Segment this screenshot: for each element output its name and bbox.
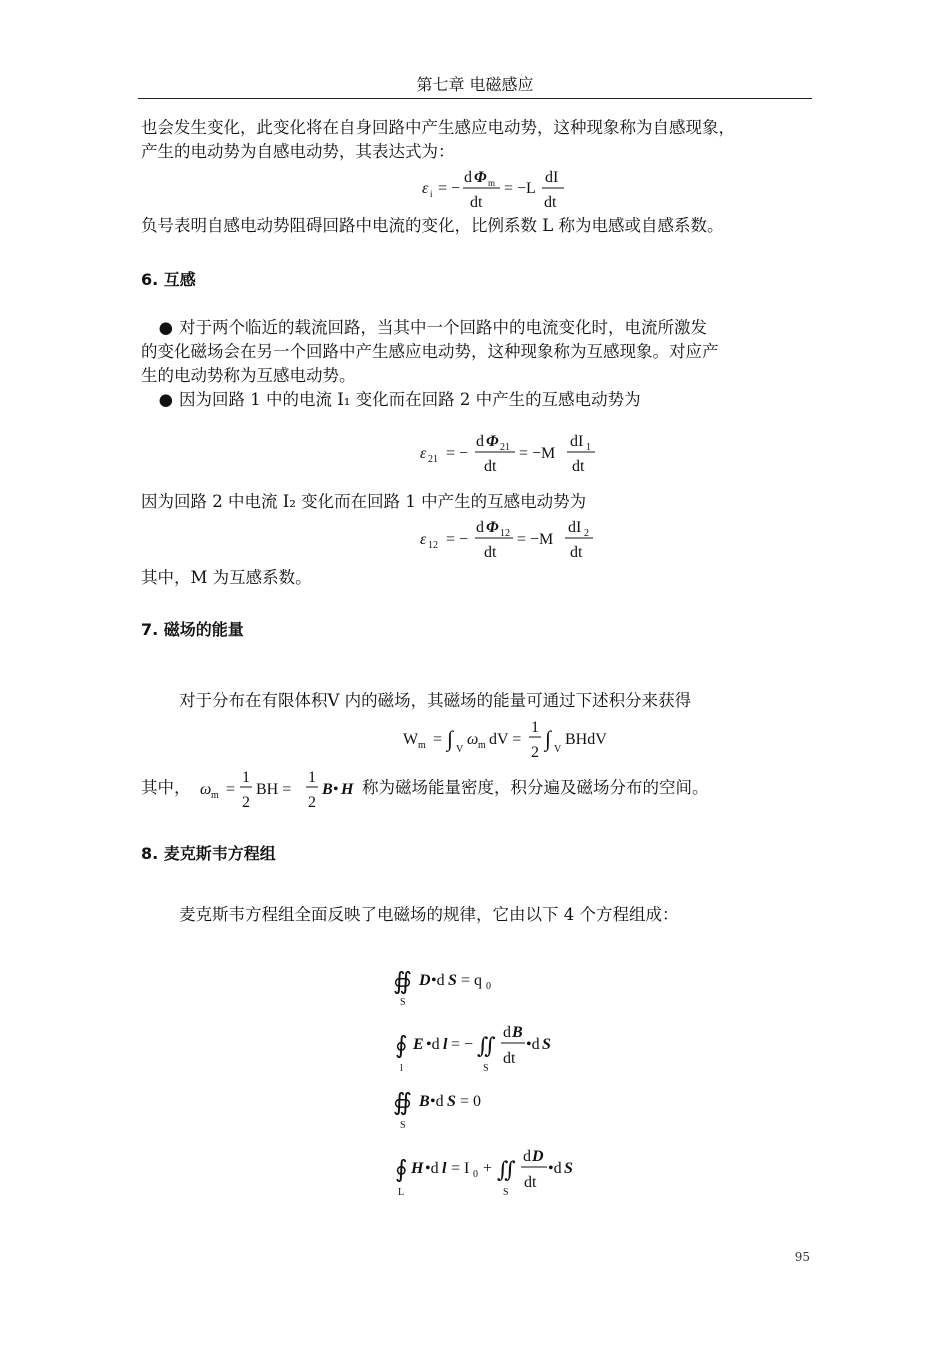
- svg-text:m: m: [488, 178, 496, 188]
- svg-text:∬: ∬: [477, 1033, 496, 1058]
- svg-text:S: S: [542, 1036, 551, 1053]
- energy-density-formula: [196, 764, 362, 814]
- sign-meaning-paragraph: 负号表明自感电动势阻碍回路中电流的变化，比例系数 L 称为电感或自感系数。: [141, 216, 724, 235]
- bullet-dot: ●: [158, 390, 173, 409]
- svg-text:= 0: = 0: [460, 1093, 482, 1110]
- svg-text:Φ: Φ: [486, 519, 499, 536]
- svg-text:D: D: [419, 972, 431, 989]
- svg-text:l: l: [442, 1160, 447, 1177]
- svg-text:S: S: [564, 1160, 573, 1177]
- svg-text:H: H: [411, 1160, 424, 1177]
- svg-text:dt: dt: [544, 194, 557, 211]
- svg-text:BH =: BH =: [256, 781, 292, 798]
- svg-text:∫: ∫: [447, 726, 454, 751]
- svg-text:∯: ∯: [393, 969, 412, 995]
- self-induction-paragraph: [141, 116, 813, 164]
- svg-text:d: d: [476, 519, 484, 536]
- svg-text:•d: •d: [526, 1036, 540, 1053]
- svg-text:S: S: [448, 972, 457, 989]
- svg-text:2: 2: [531, 744, 539, 761]
- svg-text:B: B: [512, 1024, 523, 1041]
- section8-heading: 8. 麦克斯韦方程组: [141, 844, 276, 863]
- svg-text:dI: dI: [570, 433, 584, 450]
- svg-text:+: +: [483, 1160, 493, 1177]
- svg-text:D: D: [532, 1148, 544, 1165]
- svg-text:= q: = q: [461, 972, 483, 989]
- svg-text:= −: = −: [446, 445, 469, 462]
- svg-text:∫: ∫: [545, 726, 552, 751]
- svg-text:L: L: [398, 1187, 405, 1198]
- svg-text:dI: dI: [545, 169, 559, 186]
- svg-text:dt: dt: [503, 1050, 516, 1067]
- svg-text:2: 2: [584, 528, 589, 539]
- svg-text:d: d: [523, 1148, 531, 1165]
- gauss-law-magnetic: [393, 1090, 481, 1131]
- svg-text:12: 12: [428, 540, 438, 551]
- svg-text:= −: = −: [438, 180, 461, 197]
- svg-text:1: 1: [531, 719, 539, 736]
- svg-text:dt: dt: [570, 544, 583, 561]
- svg-text:1: 1: [586, 442, 591, 453]
- section6-heading: 6. 互感: [141, 270, 196, 289]
- svg-text:•d: •d: [426, 1036, 440, 1053]
- chapter-header: 第七章 电磁感应: [416, 75, 534, 94]
- svg-text:V: V: [554, 744, 562, 755]
- svg-text:∮: ∮: [395, 1033, 408, 1059]
- svg-text:Φ: Φ: [486, 433, 499, 450]
- text-line: 因为回路 1 中的电流 I₁ 变化而在回路 2 中产生的互感电动势为: [179, 390, 641, 409]
- svg-text:•d: •d: [425, 1160, 439, 1177]
- text-line: 的变化磁场会在另一个回路中产生感应电动势，这种现象称为互感现象。对应产: [141, 342, 719, 361]
- svg-text:B: B: [322, 781, 333, 798]
- svg-text:S: S: [400, 1120, 406, 1131]
- svg-text:=: =: [226, 781, 236, 798]
- svg-text:21: 21: [500, 442, 510, 453]
- svg-text:dt: dt: [572, 458, 585, 475]
- svg-text:0: 0: [486, 981, 491, 992]
- svg-text:l: l: [400, 1063, 403, 1074]
- loop2-paragraph: 因为回路 2 中电流 I₂ 变化而在回路 1 中产生的互感电动势为: [141, 492, 587, 511]
- svg-text:W: W: [403, 731, 419, 748]
- svg-text:1: 1: [308, 769, 316, 786]
- svg-text:1: 1: [242, 769, 250, 786]
- svg-text:= −: = −: [446, 531, 469, 548]
- bullet-mutual-induction: [141, 316, 813, 412]
- svg-text:dt: dt: [470, 194, 483, 211]
- faraday-law: [395, 1024, 551, 1074]
- svg-text:d: d: [464, 169, 472, 186]
- svg-text:m: m: [211, 790, 219, 801]
- svg-text:m: m: [478, 740, 486, 751]
- self-induction-formula: [400, 162, 580, 216]
- svg-text:= −: = −: [451, 1036, 474, 1053]
- svg-text:•d: •d: [431, 972, 445, 989]
- bullet-dot: ●: [158, 318, 173, 337]
- svg-text:S: S: [400, 997, 406, 1008]
- svg-text:dt: dt: [484, 458, 497, 475]
- svg-text:= −M: = −M: [517, 531, 554, 548]
- svg-text:dI: dI: [568, 519, 582, 536]
- mutual-emf-12-formula: [400, 512, 620, 566]
- svg-text:ε: ε: [422, 180, 429, 197]
- svg-text:2: 2: [308, 794, 316, 811]
- svg-text:•: •: [333, 781, 339, 798]
- header-rule: [138, 98, 812, 99]
- magnetic-energy-formula: [395, 712, 635, 766]
- mutual-emf-21-formula: [400, 426, 620, 480]
- svg-text:B: B: [419, 1093, 430, 1110]
- svg-text:ω: ω: [467, 731, 479, 748]
- svg-text:=: =: [433, 731, 443, 748]
- svg-text:m: m: [418, 740, 426, 751]
- text-line: 也会发生变化，此变化将在自身回路中产生感应电动势，这种现象称为自感现象，: [141, 118, 735, 137]
- svg-text:0: 0: [473, 1169, 478, 1180]
- text-line: 对于两个临近的载流回路，当其中一个回路中的电流变化时，电流所激发: [179, 318, 707, 337]
- svg-text:21: 21: [428, 454, 438, 465]
- section7-heading: 7. 磁场的能量: [141, 620, 244, 639]
- svg-text:l: l: [443, 1036, 448, 1053]
- svg-text:d: d: [503, 1024, 511, 1041]
- svg-text:i: i: [430, 189, 433, 199]
- svg-text:ε: ε: [420, 445, 427, 462]
- gauss-law-electric: [393, 969, 491, 1008]
- svg-text:S: S: [483, 1063, 489, 1074]
- svg-text:dV =: dV =: [489, 731, 522, 748]
- svg-text:= −M: = −M: [519, 445, 556, 462]
- svg-text:d: d: [476, 433, 484, 450]
- svg-text:dt: dt: [524, 1174, 537, 1191]
- svg-text:ω: ω: [200, 781, 212, 798]
- energy-intro-paragraph: 对于分布在有限体积V 内的磁场，其磁场的能量可通过下述积分来获得: [179, 691, 692, 710]
- svg-text:•d: •d: [548, 1160, 562, 1177]
- svg-text:∯: ∯: [393, 1090, 412, 1116]
- svg-text:V: V: [456, 744, 464, 755]
- svg-text:S: S: [503, 1187, 509, 1198]
- svg-text:•d: •d: [430, 1093, 444, 1110]
- svg-text:∬: ∬: [497, 1157, 516, 1182]
- svg-text:Φ: Φ: [474, 169, 487, 186]
- svg-text:= I: = I: [451, 1160, 470, 1177]
- maxwell-equations: [385, 955, 605, 1205]
- energy-density-suffix: 称为磁场能量密度，积分遍及磁场分布的空间。: [362, 778, 709, 797]
- svg-text:dt: dt: [484, 544, 497, 561]
- svg-text:2: 2: [242, 794, 250, 811]
- page-number: 95: [794, 1250, 810, 1264]
- maxwell-intro-paragraph: 麦克斯韦方程组全面反映了电磁场的规律，它由以下 4 个方程组成：: [179, 905, 679, 924]
- svg-text:S: S: [447, 1093, 456, 1110]
- svg-text:BHdV: BHdV: [565, 731, 607, 748]
- svg-text:H: H: [341, 781, 354, 798]
- mutual-coefficient-paragraph: 其中，M 为互感系数。: [141, 568, 312, 587]
- text-fragment: 其中，: [141, 778, 191, 797]
- svg-text:∮: ∮: [395, 1157, 408, 1183]
- text-line: 产生的电动势为自感电动势，其表达式为：: [141, 142, 455, 161]
- svg-text:12: 12: [500, 528, 510, 539]
- svg-text:E: E: [413, 1036, 424, 1053]
- svg-text:= −L: = −L: [504, 180, 536, 197]
- ampere-law: [395, 1148, 573, 1198]
- text-line: 生的电动势称为互感电动势。: [141, 366, 356, 385]
- svg-text:ε: ε: [420, 531, 427, 548]
